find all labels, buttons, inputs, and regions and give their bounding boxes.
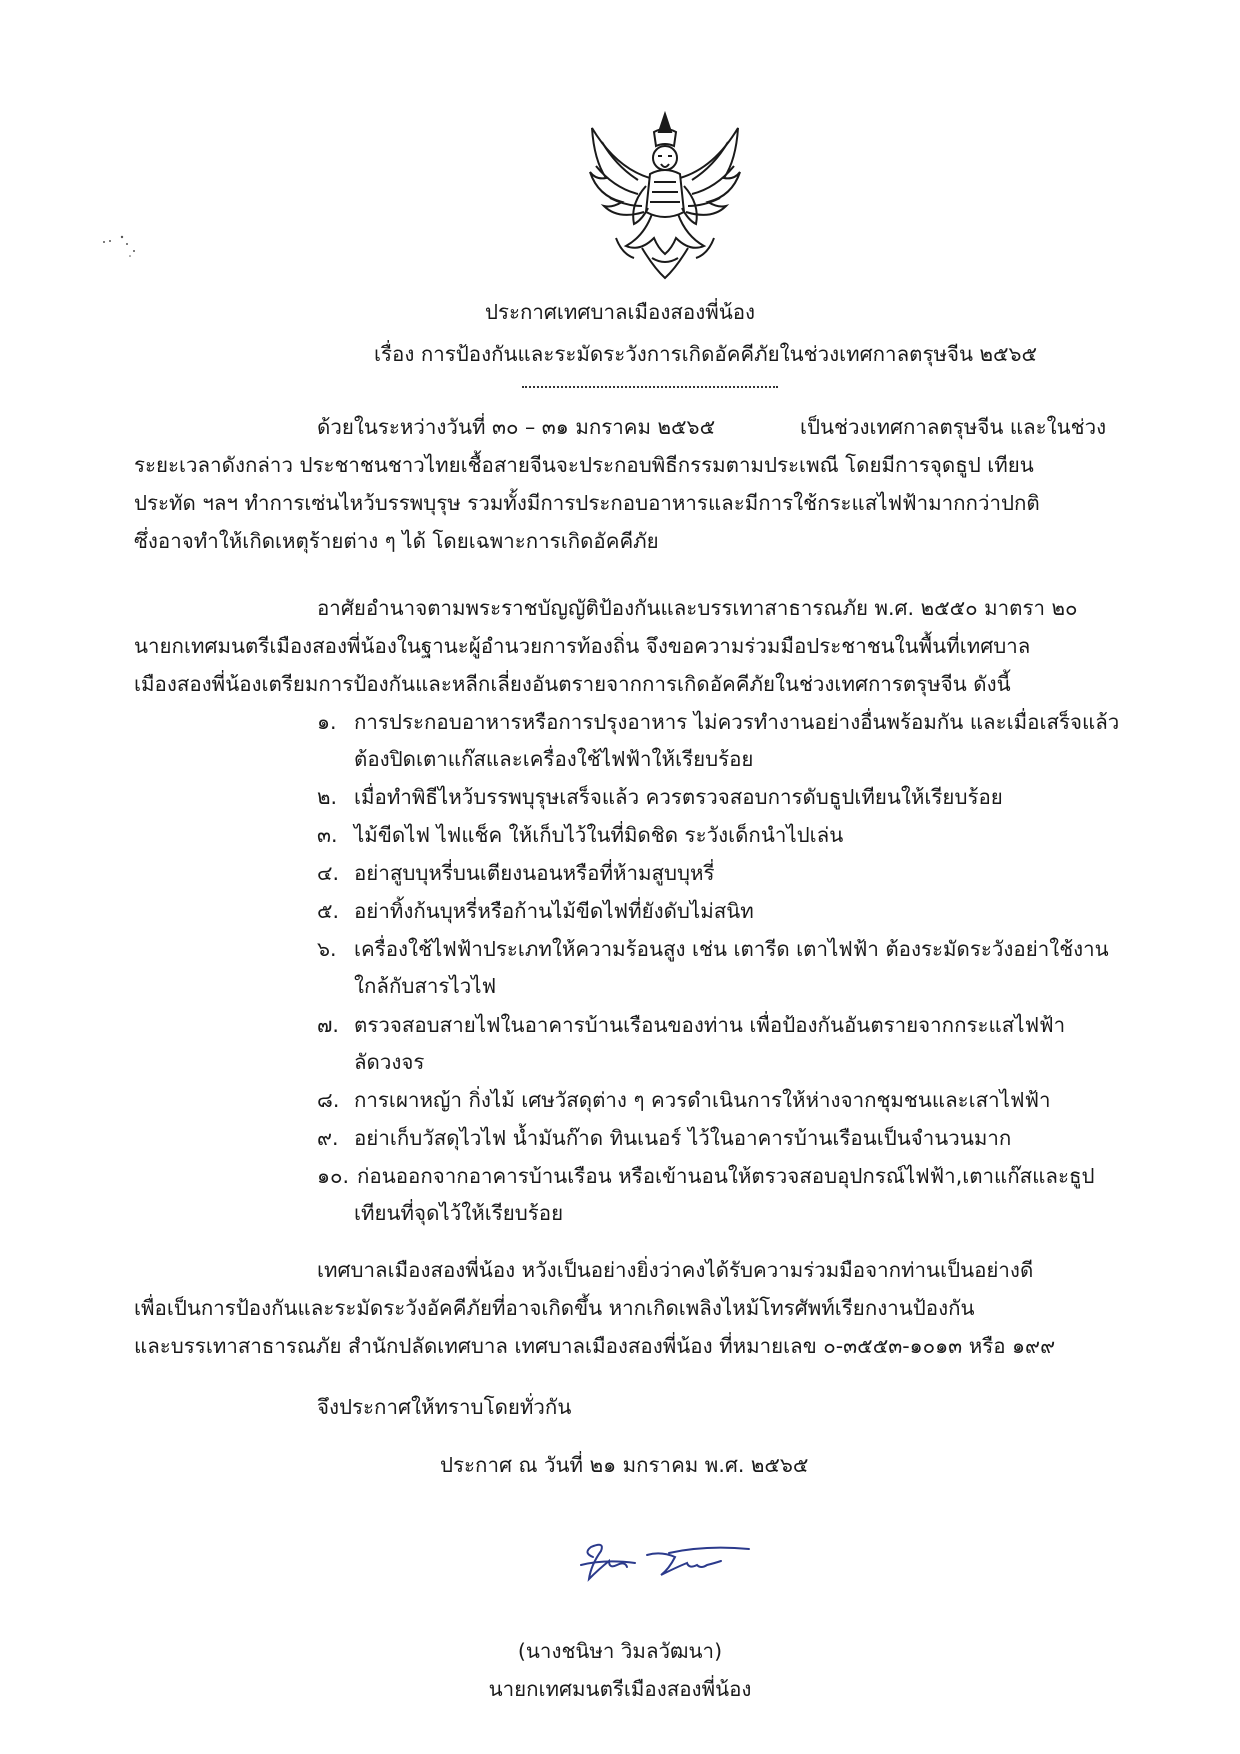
item-number: ๒. <box>317 785 338 809</box>
item-text: เครื่องใช้ไฟฟ้าประเภทให้ความร้อนสูง เช่น เตารีด เตาไฟฟ้า ต้องระมัดระวังอย่าใช้งาน <box>354 937 1109 961</box>
para3-line1: เทศบาลเมืองสองพี่น้อง หวังเป็นอย่างยิ่งว่าคงได้รับความร่วมมือจากท่านเป็นอย่างดี <box>317 1258 1034 1282</box>
scan-speck <box>100 230 140 260</box>
item-text-cont: เทียนที่จุดไว้ให้เรียบร้อย <box>354 1201 564 1225</box>
item-number: ๓. <box>317 823 338 847</box>
item-number: ๗. <box>317 1013 339 1037</box>
para3-line3: และบรรเทาสาธารณภัย สำนักปลัดเทศบาล เทศบาลเมืองสองพี่น้อง ที่หมายเลข ๐-๓๕๕๓-๑๐๑๓ หรือ ๑๙๙ <box>134 1334 1056 1358</box>
announce-date: ประกาศ ณ วันที่ ๒๑ มกราคม พ.ศ. ๒๕๖๕ <box>440 1453 809 1477</box>
para1-line1a: ด้วยในระหว่างวันที่ ๓๐ – ๓๑ มกราคม ๒๕๖๕ <box>317 415 716 439</box>
para1-line4: ซึ่งอาจทำให้เกิดเหตุร้ายต่าง ๆ ได้ โดยเฉพาะการเกิดอัคคีภัย <box>134 529 659 553</box>
item-text: อย่าสูบบุหรี่บนเตียงนอนหรือที่ห้ามสูบบุหรี่ <box>354 861 715 885</box>
para2-line1: อาศัยอำนาจตามพระราชบัญญัติป้องกันและบรรเทาสาธารณภัย พ.ศ. ๒๕๕๐ มาตรา ๒๐ <box>317 596 1078 620</box>
item-text: ตรวจสอบสายไฟในอาคารบ้านเรือนของท่าน เพื่อป้องกันอันตรายจากกระแสไฟฟ้า <box>354 1013 1066 1037</box>
signatory-name: (นางชนิษา วิมลวัฒนา) <box>517 1639 723 1663</box>
para2-line3: เมืองสองพี่น้องเตรียมการป้องกันและหลีกเลี่ยงอันตรายจากการเกิดอัคคีภัยในช่วงเทศการตรุษจีน ดังนี้ <box>134 672 1011 696</box>
para1-line3: ประทัด ฯลฯ ทำการเซ่นไหว้บรรพบุรุษ รวมทั้งมีการประกอบอาหารและมีการใช้กระแสไฟฟ้ามากกว่าปกติ <box>134 491 1040 515</box>
subject-line: เรื่อง การป้องกันและระมัดระวังการเกิดอัคคีภัยในช่วงเทศกาลตรุษจีน ๒๕๖๕ <box>374 342 1038 366</box>
signatory-title: นายกเทศมนตรีเมืองสองพี่น้อง <box>488 1677 752 1701</box>
garuda-emblem <box>582 108 748 284</box>
para1-line2: ระยะเวลาดังกล่าว ประชาชนชาวไทยเชื้อสายจีนจะประกอบพิธีกรรมตามประเพณี โดยมีการจุดธูป เทียน <box>134 453 1034 477</box>
item-number: ๙. <box>317 1126 339 1150</box>
dotted-divider <box>522 386 778 388</box>
item-number: ๘. <box>317 1088 340 1112</box>
item-number: ๑. <box>317 710 337 734</box>
para1-line1b: เป็นช่วงเทศกาลตรุษจีน และในช่วง <box>800 415 1107 439</box>
item-text: อย่าเก็บวัสดุไวไฟ น้ำมันก๊าด ทินเนอร์ ไว้ในอาคารบ้านเรือนเป็นจำนวนมาก <box>354 1126 1012 1150</box>
item-text: ไม้ขีดไฟ ไฟแช็ค ให้เก็บไว้ในที่มิดชิด ระวังเด็กนำไปเล่น <box>354 823 844 847</box>
item-number: ๑๐. <box>317 1164 350 1188</box>
item-number: ๖. <box>317 937 337 961</box>
item-text: เมื่อทำพิธีไหว้บรรพบุรุษเสร็จแล้ว ควรตรวจสอบการดับธูปเทียนให้เรียบร้อย <box>354 785 1003 809</box>
item-text-cont: ลัดวงจร <box>354 1050 425 1074</box>
para2-line2: นายกเทศมนตรีเมืองสองพี่น้องในฐานะผู้อำนวยการท้องถิ่น จึงขอความร่วมมือประชาชนในพื้นที่เทศบาล <box>134 634 1031 658</box>
handwritten-signature <box>565 1535 765 1595</box>
item-number: ๔. <box>317 861 340 885</box>
para3-line2: เพื่อเป็นการป้องกันและระมัดระวังอัคคีภัยที่อาจเกิดขึ้น หากเกิดเพลิงไหม้โทรศัพท์เรียกงานป้องกัน <box>134 1296 975 1320</box>
announcement-line: จึงประกาศให้ทราบโดยทั่วกัน <box>317 1395 572 1419</box>
item-text: ก่อนออกจากอาคารบ้านเรือน หรือเข้านอนให้ตรวจสอบอุปกรณ์ไฟฟ้า,เตาแก๊สและธูป <box>357 1164 1095 1188</box>
item-text-cont: ต้องปิดเตาแก๊สและเครื่องใช้ไฟฟ้าให้เรียบร้อย <box>354 747 754 771</box>
item-text: การเผาหญ้า กิ่งไม้ เศษวัสดุต่าง ๆ ควรดำเนินการให้ห่างจากชุมชนและเสาไฟฟ้า <box>354 1088 1051 1112</box>
item-text-cont: ใกล้กับสารไวไฟ <box>354 974 497 998</box>
item-number: ๕. <box>317 899 340 923</box>
issuer-title: ประกาศเทศบาลเมืองสองพี่น้อง <box>484 300 756 324</box>
item-text: อย่าทิ้งก้นบุหรี่หรือก้านไม้ขีดไฟที่ยังดับไม่สนิท <box>354 899 754 923</box>
item-text: การประกอบอาหารหรือการปรุงอาหาร ไม่ควรทำงานอย่างอื่นพร้อมกัน และเมื่อเสร็จแล้ว <box>354 710 1120 734</box>
